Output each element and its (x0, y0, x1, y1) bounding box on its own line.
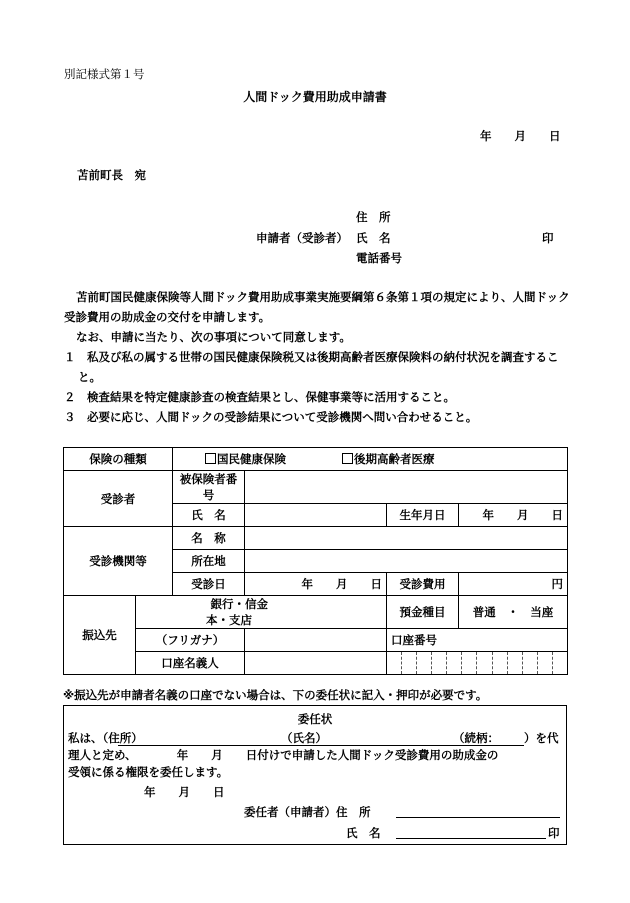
account-number-digit-boxes (387, 652, 567, 674)
furigana-row (64, 629, 568, 652)
delegator-name-field[interactable] (396, 838, 546, 839)
delegator-seal: 印 (548, 826, 560, 840)
applicant-prefix: 申請者（受診者） (256, 231, 348, 245)
application-table (63, 447, 568, 675)
furigana-label: （フリガナ） (136, 629, 245, 652)
proxy-line1-underline[interactable] (118, 745, 524, 746)
exam-date-field[interactable]: 年 月 日 (245, 573, 387, 596)
delegator-name-label: 氏 名 (346, 826, 381, 840)
examinee-name-field[interactable] (245, 504, 387, 527)
checkbox-icon[interactable] (342, 453, 353, 464)
exam-date-label: 受診日 (173, 573, 245, 596)
consent-item-2: ２ 検査結果を特定健康診査の検査結果とし、保健事業等に活用すること。 (64, 390, 455, 404)
deposit-type-label: 預金種目 (387, 596, 459, 629)
applicant-seal: 印 (542, 231, 554, 245)
account-number-label: 口座番号 (387, 629, 568, 652)
proxy-line2: 理人と定め、 年 月 日付けで申請した人間ドック受診費用の助成金の (68, 748, 499, 762)
date-line: 年 月 日 (480, 129, 561, 143)
proxy-line1-end: ）を代 (524, 731, 559, 745)
institution-label: 受診機関等 (64, 527, 173, 596)
delegator-address-label: 委任者（申請者）住 所 (244, 805, 371, 819)
insurance-option-1[interactable]: 国民健康保険 (205, 452, 286, 466)
insurance-type-row (64, 448, 568, 471)
examinee-name-label: 氏 名 (173, 504, 245, 527)
proxy-line1-address: 私は、（住所） (68, 731, 143, 745)
applicant-phone-label: 電話番号 (356, 251, 402, 265)
body-paragraph-2: なお、申請に当たり、次の事項について同意します。 (76, 330, 351, 344)
proxy-line1-relation: （続柄： (453, 731, 499, 745)
examinee-label: 受診者 (64, 471, 173, 527)
consent-item-3: ３ 必要に応じ、人間ドックの受診結果について受診機関へ問い合わせること。 (64, 410, 478, 424)
institution-name-row (64, 527, 568, 550)
institution-name-field[interactable] (245, 527, 568, 550)
insured-number-row (64, 471, 568, 504)
exam-fee-field[interactable]: 円 (459, 573, 568, 596)
insurance-option-2[interactable]: 後期高齢者医療 (342, 452, 435, 466)
account-holder-row (64, 652, 568, 675)
furigana-field[interactable] (245, 629, 387, 652)
bank-label: 銀行・信金 (210, 597, 268, 611)
page-title: 人間ドック費用助成申請書 (243, 90, 387, 104)
branch-label: 本・支店 (206, 613, 252, 627)
institution-address-label: 所在地 (173, 550, 245, 573)
consent-item-1: １ 私及び私の属する世帯の国民健康保険税又は後期高齢者医療保険料の納付状況を調査すること。 (64, 350, 559, 384)
insured-number-field[interactable] (245, 471, 568, 504)
deposit-type-field[interactable]: 普通 ・ 当座 (459, 596, 568, 629)
bank-field[interactable] (136, 596, 387, 629)
proxy-line3: 受領に係る権限を委任します。 (68, 765, 229, 779)
proxy-notice: ※振込先が申請者名義の口座でない場合は、下の委任状に記入・押印が必要です。 (63, 688, 488, 702)
transfer-label: 振込先 (64, 596, 136, 675)
birthdate-label: 生年月日 (387, 504, 459, 527)
body-text (64, 287, 574, 427)
delegator-address-field[interactable] (396, 817, 560, 818)
account-holder-label: 口座名義人 (136, 652, 245, 675)
applicant-name-label: 氏 名 (356, 231, 391, 245)
form-number: 別記様式第１号 (64, 67, 145, 81)
addressee: 苫前町長 宛 (77, 168, 146, 182)
proxy-date: 年 月 日 (144, 785, 225, 799)
checkbox-icon[interactable] (205, 453, 216, 464)
insured-number-label: 被保険者番号 (173, 471, 245, 504)
proxy-box (63, 705, 567, 845)
insurance-type-options (173, 448, 568, 471)
account-number-field[interactable] (387, 652, 568, 675)
institution-address-field[interactable] (245, 550, 568, 573)
birthdate-field[interactable]: 年 月 日 (459, 504, 568, 527)
proxy-line1-name: （氏名） (281, 731, 327, 745)
account-holder-field[interactable] (245, 652, 387, 675)
body-paragraph-1: 苫前町国民健康保険等人間ドック費用助成事業実施要綱第６条第１項の規定により、人間ドック受診費用の助成金の交付を申請します。 (64, 290, 570, 324)
insurance-type-label: 保険の種類 (64, 448, 173, 471)
institution-name-label: 名 称 (173, 527, 245, 550)
exam-fee-label: 受診費用 (387, 573, 459, 596)
applicant-address-label: 住 所 (356, 210, 391, 224)
proxy-title: 委任状 (297, 712, 333, 726)
bank-row (64, 596, 568, 629)
